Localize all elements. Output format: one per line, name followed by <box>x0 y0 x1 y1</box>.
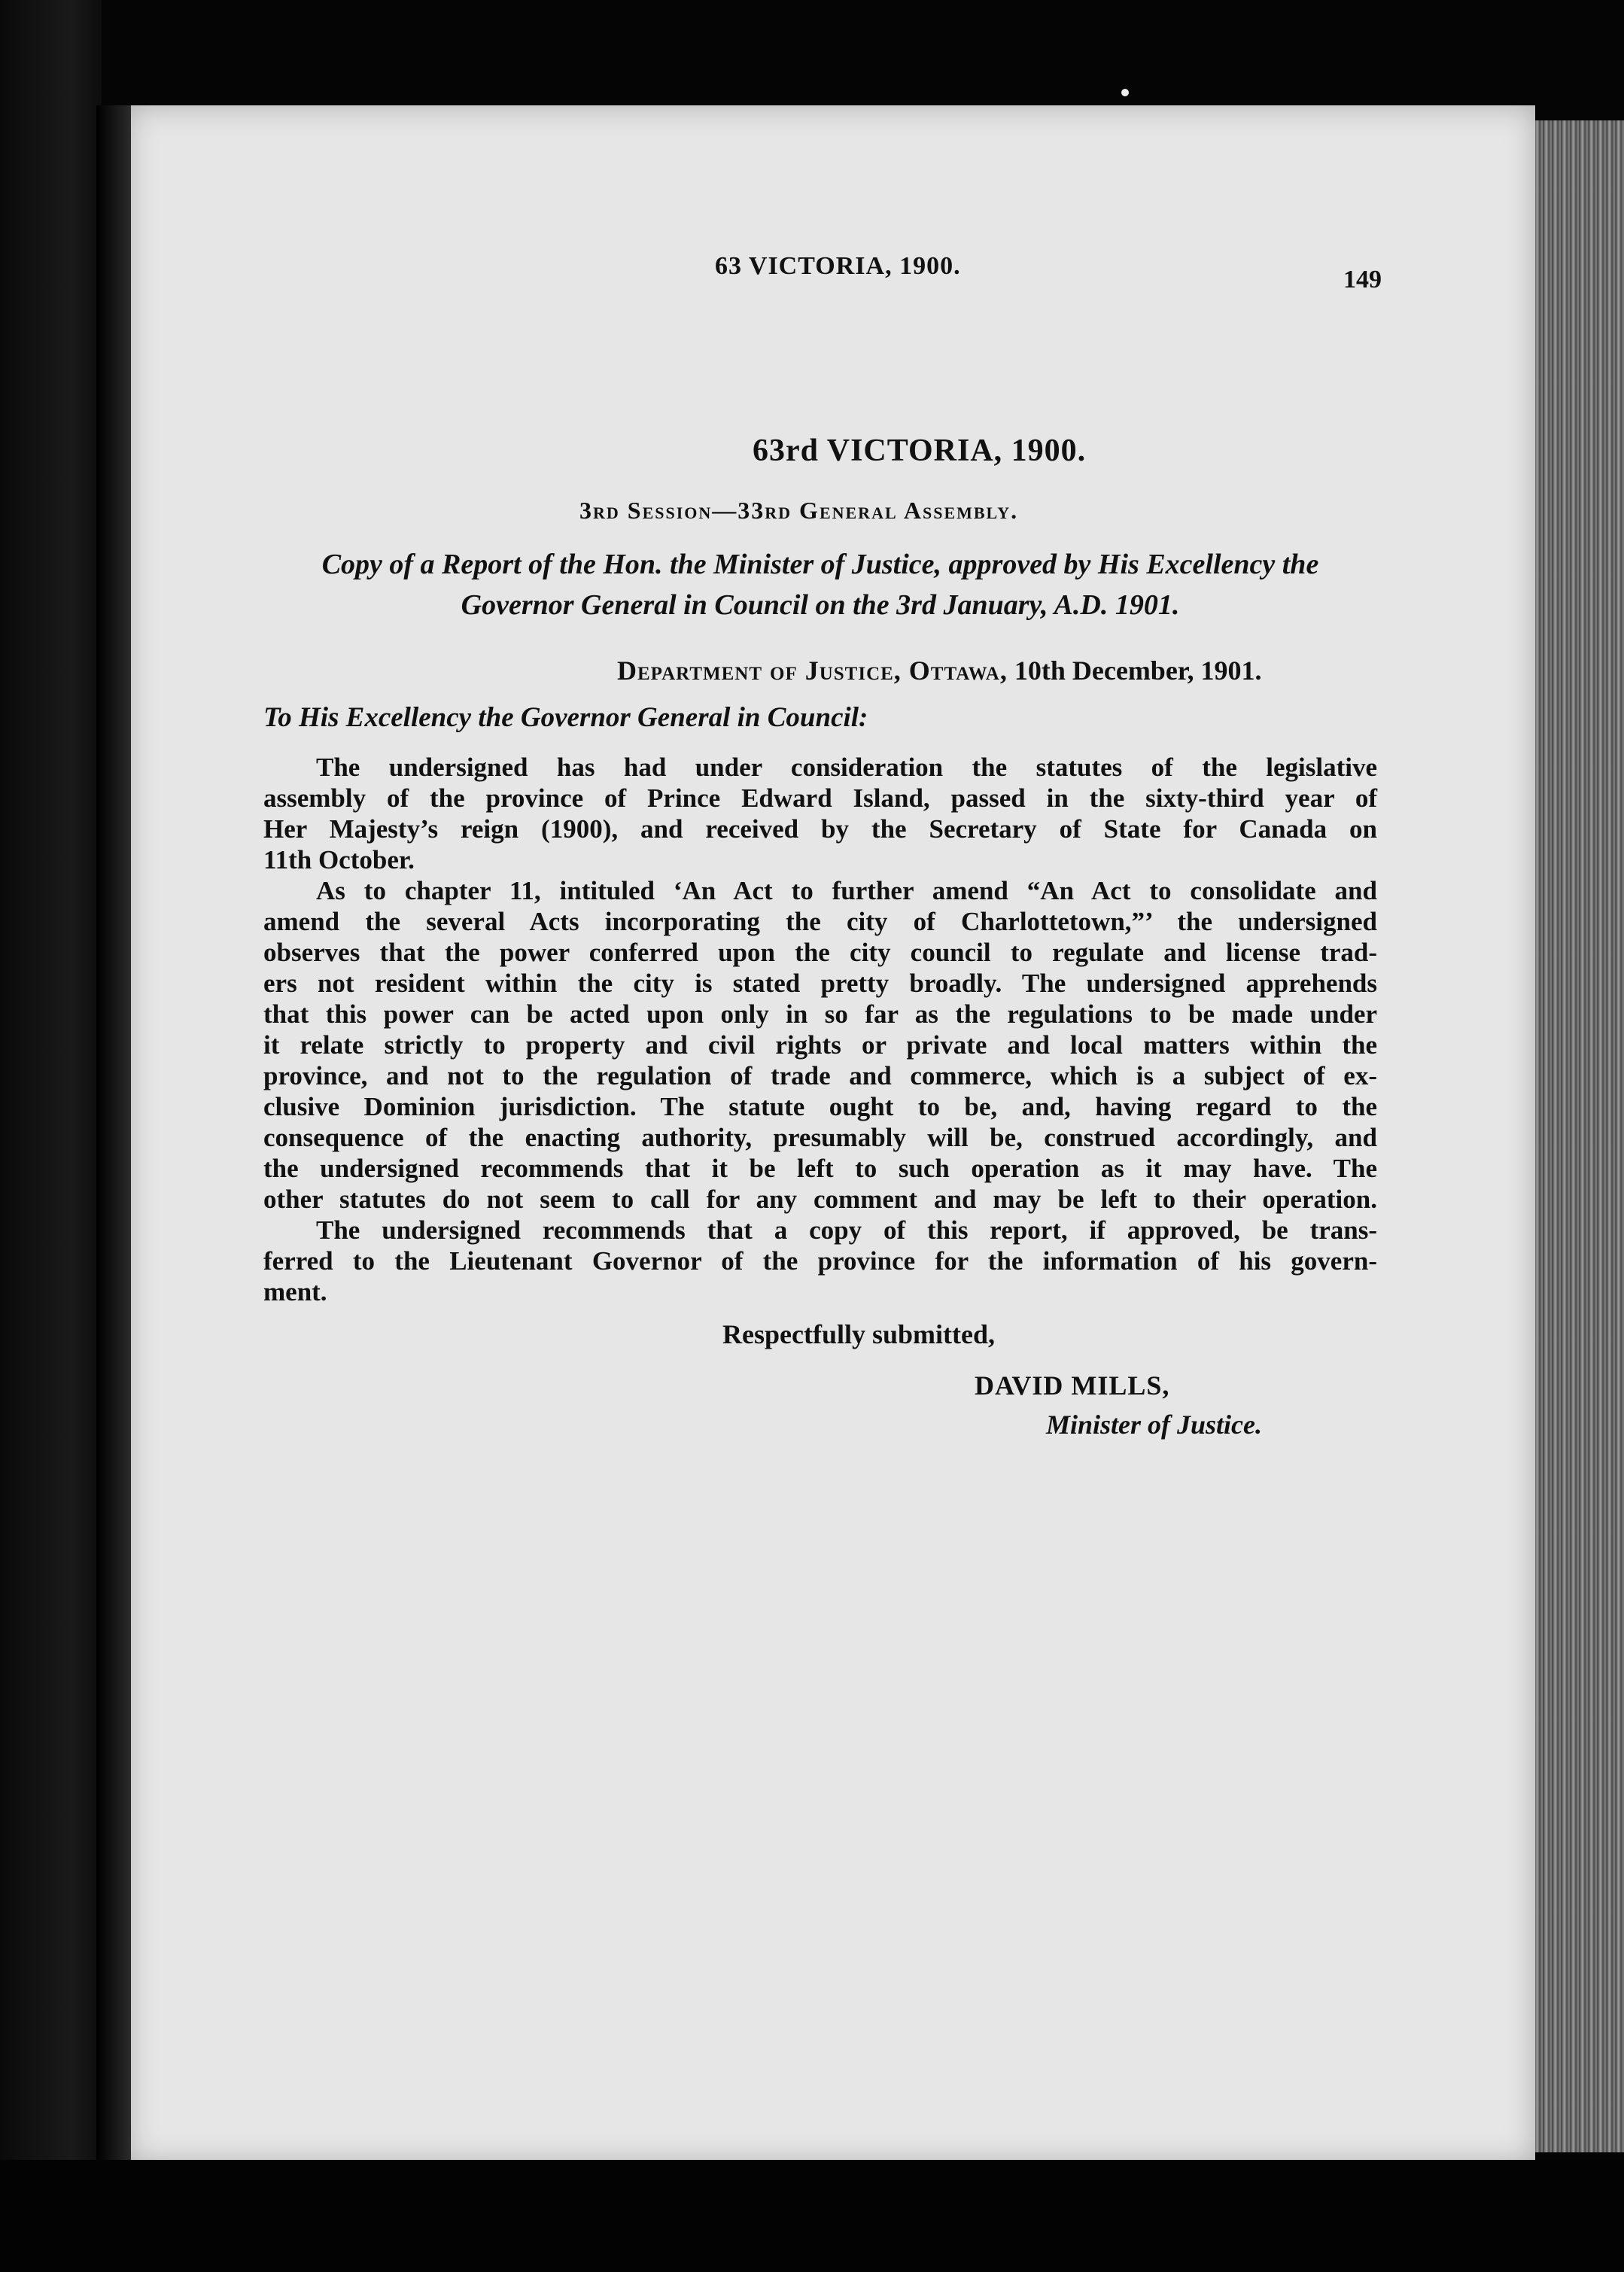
signature-title: Minister of Justice. <box>1046 1410 1263 1440</box>
closing-line: Respectfully submitted, <box>722 1319 995 1349</box>
salutation: To His Excellency the Governor General in Council: <box>263 702 868 733</box>
body-text-line: consequence of the enacting authority, presumably will be, construed accordingly, and <box>263 1123 1377 1152</box>
scan-bottom-border <box>0 2160 1624 2272</box>
body-text-line: 11th October. <box>263 845 415 874</box>
report-caption-line-1: Copy of a Report of the Hon. the Minister of Justice, approved by His Excellency the <box>321 549 1319 580</box>
body-text-line: other statutes do not seem to call for any comment and may be left to their operation. <box>263 1185 1377 1214</box>
running-head: 63 VICTORIA, 1900. <box>715 252 961 280</box>
body-text-line: province, and not to the regulation of trade and commerce, which is a subject of ex- <box>263 1061 1377 1090</box>
body-text-line: ers not resident within the city is stated pretty broadly. The undersigned apprehends <box>263 969 1377 998</box>
body-text-line: observes that the power conferred upon the city council to regulate and license trad- <box>263 938 1377 967</box>
body-text-line: ferred to the Lieutenant Governor of the province for the information of his govern- <box>263 1246 1377 1276</box>
body-text-line: The undersigned has had under consideration the statutes of the legislative <box>316 753 1377 782</box>
body-text-line: that this power can be acted upon only in so far as the regulations to be made under <box>263 999 1377 1029</box>
department-label: Department of Justice, Ottawa, <box>617 655 1008 686</box>
body-text-line: clusive Dominion jurisdiction. The statute ought to be, and, having regard to the <box>263 1092 1377 1121</box>
dust-speck <box>1121 89 1129 96</box>
book-gutter <box>96 105 131 2160</box>
report-caption-line-2: Governor General in Council on the 3rd January, A.D. 1901. <box>461 589 1180 621</box>
department-dateline <box>617 655 1261 686</box>
left-page-edge <box>0 0 102 2272</box>
session-heading: 3rd Session—33rd General Assembly. <box>579 497 1019 524</box>
body-text-line: The undersigned recommends that a copy of this report, if approved, be trans- <box>316 1215 1377 1245</box>
page-edges-right <box>1535 120 1624 2152</box>
body-text-line: amend the several Acts incorporating the city of Charlottetown,”’ the undersigned <box>263 907 1377 936</box>
page-number: 149 <box>1343 266 1382 294</box>
body-text-line: As to chapter 11, intituled ‘An Act to further amend “An Act to consolidate and <box>316 876 1377 905</box>
department-date: 10th December, 1901. <box>1014 655 1262 686</box>
body-text-line: it relate strictly to property and civil rights or private and local matters within the <box>263 1030 1377 1060</box>
document-title: 63rd VICTORIA, 1900. <box>753 433 1087 468</box>
body-text-line: assembly of the province of Prince Edward Island, passed in the sixty-third year of <box>263 783 1377 813</box>
body-text-line: ment. <box>263 1277 327 1306</box>
body-text-line: the undersigned recommends that it be left to such operation as it may have. The <box>263 1154 1377 1183</box>
signature-name: DAVID MILLS, <box>975 1370 1170 1401</box>
body-text-line: Her Majesty’s reign (1900), and received by the Secretary of State for Canada on <box>263 814 1377 844</box>
